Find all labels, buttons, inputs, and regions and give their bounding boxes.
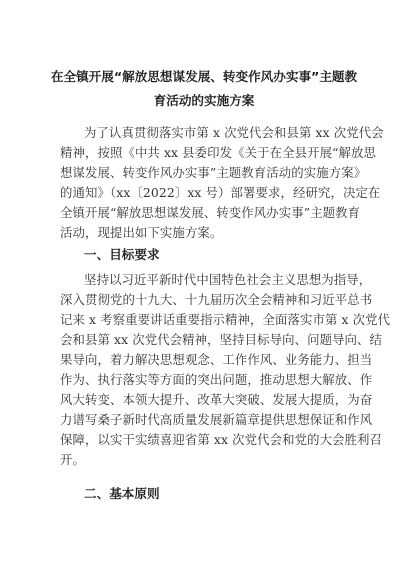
goals-line-8: 力谱写桑子新时代高质量发展新篇章提供思想保证和作风: [60, 412, 373, 427]
section-heading-goals: 一、目标要求: [84, 247, 160, 262]
intro-line-2: 精神，按照《中共 xx 县委印发《关于在全县开展“解放思: [60, 145, 376, 160]
goals-line-5: 果导向，着力解决思想观念、工作作风、业务能力、担当: [60, 352, 373, 367]
goals-line-10: 开。: [60, 452, 85, 467]
goals-line-4: 会和县第 xx 次党代会精神，坚持目标导向、问题导向、结: [60, 332, 383, 347]
goals-line-1: 坚持以习近平新时代中国特色社会主义思想为指导，: [84, 272, 372, 287]
goals-line-3: 记来 x 考察重要讲话重要指示精神，全面落实市第 x 次党代: [60, 312, 391, 327]
intro-line-3: 想谋发展、转变作风办实事”主题教育活动的实施方案》: [60, 165, 367, 180]
intro-line-1: 为了认真贯彻落实市第 x 次党代会和县第 xx 次党代会: [84, 125, 384, 140]
goals-line-2: 深入贯彻党的十九大、十九届历次全会精神和习近平总书: [60, 292, 373, 307]
intro-line-4: 的通知》（xx〔2022〕xx 号）部署要求，经研究，决定在: [60, 185, 381, 200]
goals-line-6: 作为、执行落实等方面的突出问题，推动思想大解放、作: [60, 372, 373, 387]
document-title-line-1: 在全镇开展“解放思想谋发展、转变作风办实事”主题教: [50, 69, 358, 84]
section-heading-principles: 二、基本原则: [84, 486, 160, 501]
goals-line-9: 保障，以实干实绩喜迎省第 xx 次党代会和党的大会胜利召: [60, 432, 383, 447]
goals-line-7: 风大转变、本领大提升、改革大突破、发展大提质，为奋: [60, 392, 373, 407]
intro-line-6: 活动，现提出如下实施方案。: [60, 225, 223, 240]
document-title-line-2: 育活动的实施方案: [153, 93, 255, 108]
intro-line-5: 全镇开展“解放思想谋发展、转变作风办实事”主题教育: [60, 205, 361, 220]
